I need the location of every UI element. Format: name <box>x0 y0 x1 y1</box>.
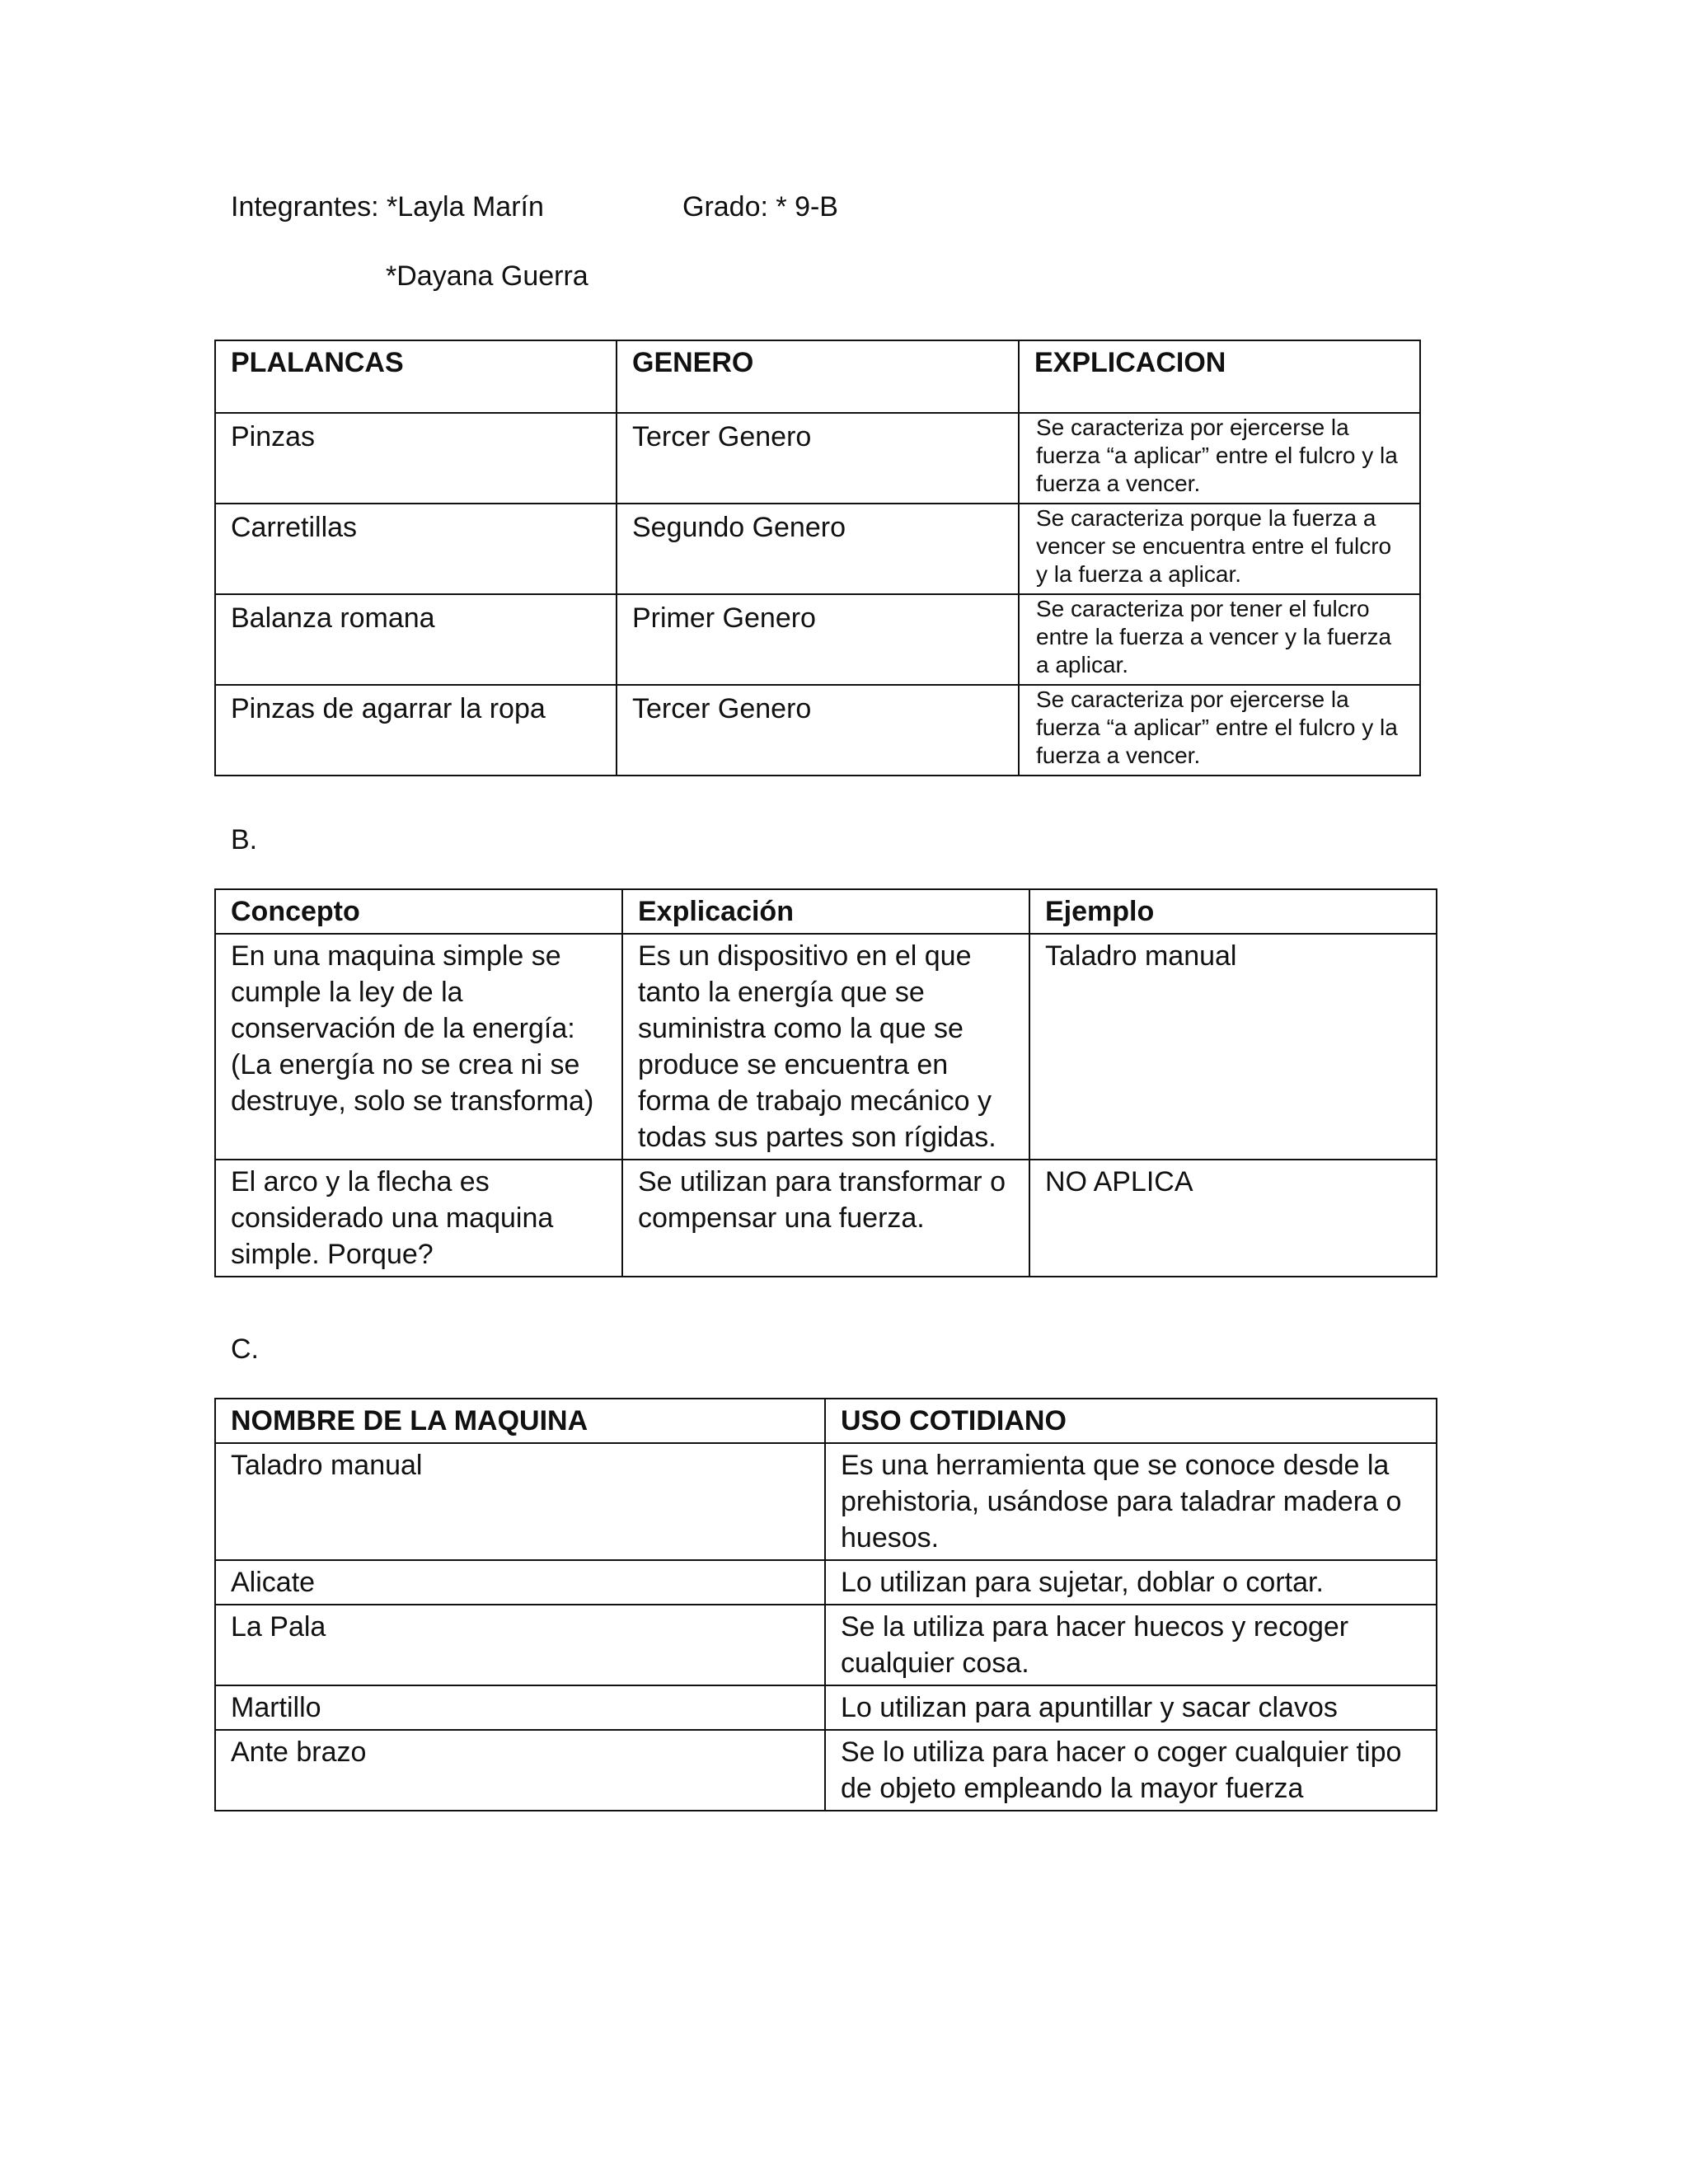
levers-table <box>214 340 1421 776</box>
lever-explanation: Se caracteriza porque la fuerza a vencer se encuentra entre el fulcro y la fuerza a aplicar. <box>1019 504 1420 594</box>
table-row <box>215 1160 1437 1277</box>
lever-genre: Primer Genero <box>617 594 1019 685</box>
column-header: GENERO <box>617 340 1019 413</box>
column-header: EXPLICACION <box>1019 340 1420 413</box>
column-header: PLALANCAS <box>215 340 617 413</box>
lever-explanation: Se caracteriza por ejercerse la fuerza “a aplicar” entre el fulcro y la fuerza a vencer. <box>1019 413 1420 504</box>
machine-use: Lo utilizan para sujetar, doblar o cortar. <box>825 1560 1437 1605</box>
table-row <box>215 685 1420 776</box>
table-row <box>215 934 1437 1160</box>
table-header-row <box>215 889 1437 934</box>
machine-use: Se lo utiliza para hacer o coger cualquier tipo de objeto empleando la mayor fuerza <box>825 1730 1437 1811</box>
column-header: Explicación <box>622 889 1029 934</box>
lever-name: Pinzas de agarrar la ropa <box>215 685 617 776</box>
column-header: USO COTIDIANO <box>825 1399 1437 1443</box>
machine-use: Es una herramienta que se conoce desde la prehistoria, usándose para taladrar madera o huesos. <box>825 1443 1437 1560</box>
table-row <box>215 504 1420 594</box>
table-row <box>215 1605 1437 1685</box>
integrantes-label: Integrantes: *Layla Marín <box>231 191 544 223</box>
lever-name: Pinzas <box>215 413 617 504</box>
table-row <box>215 1560 1437 1605</box>
section-b-label: B. <box>231 824 258 855</box>
machine-use: Lo utilizan para apuntillar y sacar clavos <box>825 1685 1437 1730</box>
machine-name: Martillo <box>215 1685 825 1730</box>
table-header-row <box>215 1399 1437 1443</box>
concept-cell: El arco y la flecha es considerado una maquina simple. Porque? <box>215 1160 622 1277</box>
machine-name: Taladro manual <box>215 1443 825 1560</box>
machine-name: Ante brazo <box>215 1730 825 1811</box>
table-row <box>215 1443 1437 1560</box>
machine-name: La Pala <box>215 1605 825 1685</box>
machine-name: Alicate <box>215 1560 825 1605</box>
section-c-label: C. <box>231 1333 259 1365</box>
lever-genre: Segundo Genero <box>617 504 1019 594</box>
table-row <box>215 413 1420 504</box>
explanation-cell: Es un dispositivo en el que tanto la energía que se suministra como la que se produce se encuentra en forma de trabajo mecánico y todas sus partes son rígidas. <box>622 934 1029 1160</box>
table-header-row <box>215 340 1420 413</box>
example-cell: Taladro manual <box>1029 934 1437 1160</box>
lever-explanation: Se caracteriza por ejercerse la fuerza “a aplicar” entre el fulcro y la fuerza a vencer. <box>1019 685 1420 776</box>
table-row <box>215 594 1420 685</box>
concept-table <box>214 888 1437 1277</box>
lever-name: Balanza romana <box>215 594 617 685</box>
concept-cell: En una maquina simple se cumple la ley de la conservación de la energía: (La energía no se crea ni se destruye, solo se transforma) <box>215 934 622 1160</box>
lever-genre: Tercer Genero <box>617 413 1019 504</box>
table-row <box>215 1685 1437 1730</box>
table-row <box>215 1730 1437 1811</box>
integrante-2: *Dayana Guerra <box>386 260 588 292</box>
lever-genre: Tercer Genero <box>617 685 1019 776</box>
lever-explanation: Se caracteriza por tener el fulcro entre la fuerza a vencer y la fuerza a aplicar. <box>1019 594 1420 685</box>
grado-label: Grado: * 9-B <box>682 191 838 223</box>
machine-use: Se la utiliza para hacer huecos y recoger cualquier cosa. <box>825 1605 1437 1685</box>
column-header: Concepto <box>215 889 622 934</box>
machine-table <box>214 1398 1437 1811</box>
lever-name: Carretillas <box>215 504 617 594</box>
example-cell: NO APLICA <box>1029 1160 1437 1277</box>
column-header: NOMBRE DE LA MAQUINA <box>215 1399 825 1443</box>
explanation-cell: Se utilizan para transformar o compensar una fuerza. <box>622 1160 1029 1277</box>
column-header: Ejemplo <box>1029 889 1437 934</box>
